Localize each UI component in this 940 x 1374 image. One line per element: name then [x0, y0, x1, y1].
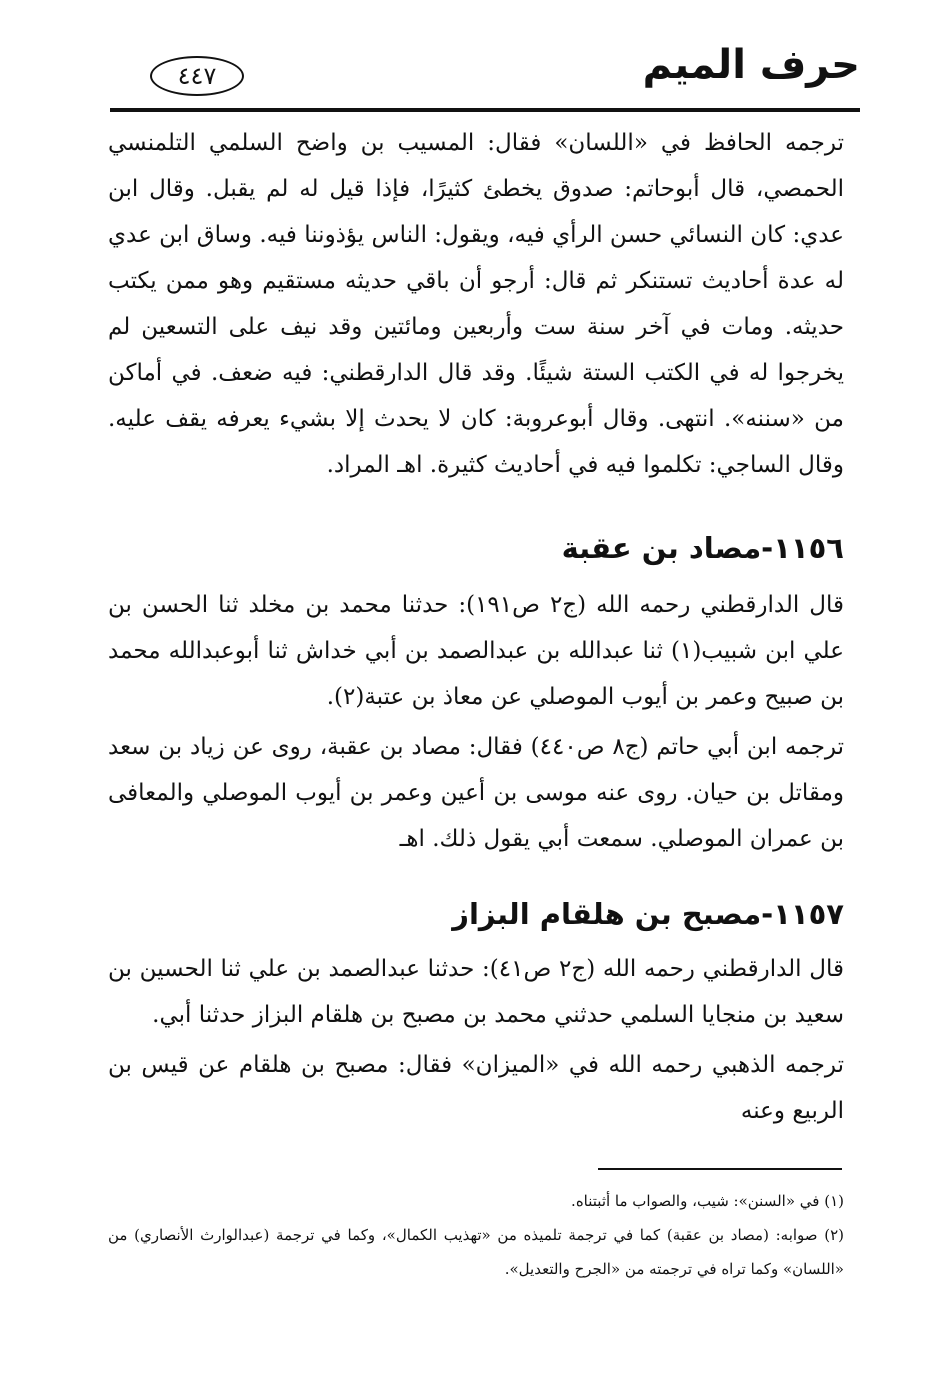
body-top — [108, 120, 844, 488]
entry-1157 — [108, 888, 844, 1134]
paragraph: قال الدارقطني رحمه الله (ج٢ ص١٩١): حدثنا محمد بن مخلد ثنا الحسن بن علي ابن شبيب(١) ثنا عبدالله بن عبدالصمد بن أبي خداش ثنا أبوعبدالله محمد بن صبيح وعمر بن أيوب الموصلي عن معاذ بن عتبة(٢). — [108, 592, 845, 710]
chapter-title: حرف الميم — [642, 42, 860, 88]
header-rule — [110, 108, 860, 112]
entry-heading: ١١٥٧-مصبح بن هلقام البزاز — [452, 897, 844, 931]
footnote: (١) في «السنن»: شيب، والصواب ما أثبتناه. — [571, 1192, 844, 1210]
page-header — [110, 38, 860, 108]
entry-heading: ١١٥٦-مصاد بن عقبة — [561, 531, 844, 565]
footnote: (٢) صوابه: (مصاد بن عقبة) كما في ترجمة تلميذه من «تهذيب الكمال»، وكما في ترجمة (عبدالوارث الأنصاري) من «اللسان» وكما تراه في ترجمته من «الجرح والتعديل». — [108, 1226, 844, 1278]
paragraph: ترجمه الذهبي رحمه الله في «الميزان» فقال: مصبح بن هلقام عن قيس بن الربيع وعنه — [108, 1052, 844, 1124]
paragraph: ترجمه ابن أبي حاتم (ج٨ ص٤٤٠) فقال: مصاد بن عقبة، روى عن زياد بن سعد ومقاتل بن حيان. روى عنه موسى بن أعين وعمر بن أيوب الموصلي والمعافى بن عمران الموصلي. سمعت أبي يقول ذلك. اهـ — [108, 734, 844, 852]
footnote-rule — [598, 1168, 842, 1170]
footnotes — [108, 1184, 844, 1286]
paragraph: قال الدارقطني رحمه الله (ج٢ ص٤١): حدثنا عبدالصمد بن علي ثنا الحسين بن سعيد بن منجايا السلمي حدثني محمد بن مصبح بن هلقام البزاز حدثنا أبي. — [108, 956, 844, 1028]
entry-1156 — [108, 522, 844, 862]
page-number: ٤٤٧ — [150, 56, 244, 96]
paragraph: ترجمه الحافظ في «اللسان» فقال: المسيب بن واضح السلمي التلمنسي الحمصي، قال أبوحاتم: صدوق يخطئ كثيرًا، فإذا قيل له لم يقبل. وقال ابن عدي: كان النسائي حسن الرأي فيه، ويقول: الناس يؤذوننا فيه. وساق ابن عدي له عدة أحاديث تستنكر ثم قال: أرجو أن باقي حديثه مستقيم وهو ممن يكتب حديثه. ومات في آخر سنة ست وأربعين ومائتين وقد نيف على التسعين لم يخرجوا له في الكتب الستة شيئًا. وقد قال الدارقطني: فيه ضعف. في أماكن من «سننه». انتهى. وقال أبوعروبة: كان لا يحدث إلا بشيء يعرفه يقف عليه. وقال الساجي: تكلموا فيه في أحاديث كثيرة. اهـ المراد. — [108, 130, 844, 478]
